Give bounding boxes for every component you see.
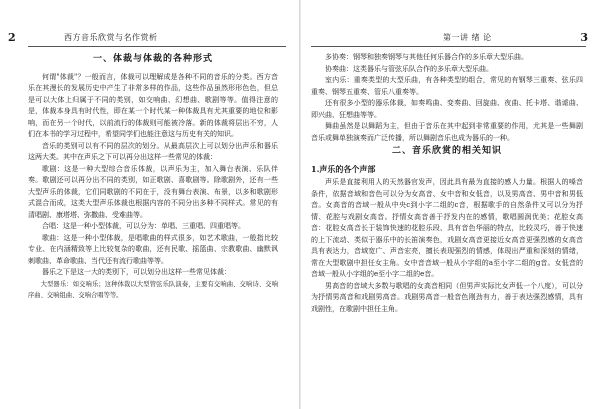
left-running-head	[8, 32, 282, 44]
right-running-title: 第一讲 绪 论	[443, 33, 492, 42]
right-paragraph: 室内乐：重奏类型的大型乐曲，有各种类型的组合，常见的有钢琴三重奏、弦乐四重奏、钢琴五重奏、管乐八重奏等。	[311, 76, 583, 96]
right-section-title: 二、音乐欣赏的相关知识	[391, 146, 502, 156]
right-paragraph: 还有很多小型的器乐体裁，如奏鸣曲、变奏曲、回旋曲、夜曲、托卡塔、谐谑曲、即兴曲、狂想曲等等。	[311, 99, 583, 119]
left-text-block	[28, 52, 278, 301]
left-running-title: 西方音乐欣赏与名作赏析	[64, 33, 158, 42]
right-paragraph: 舞曲虽然是以舞蹈为主，但由于音乐在其中起到非常重要的作用，尤其是一些舞剧音乐或舞单独演奏而广泛传播，所以舞剧音乐也成为器乐的一种。	[311, 122, 583, 142]
left-paragraph: 器乐之下是这一大的类别下，可以划分出这样一些常见体裁：	[42, 268, 231, 276]
right-paragraph: 男高音的音域大多数与歌唱的女高音相同（但男声实际比女声低一个八度），可以分为抒情男高音和戏剧男高音。戏剧男高音一般音色刚劲有力，善于表达强烈感情，具有戏剧性，在歌剧中担任主角。	[311, 281, 583, 313]
right-page-number: 3	[580, 31, 588, 44]
left-section-title: 一、体裁与体裁的各种形式	[92, 54, 213, 64]
right-text-block	[311, 52, 583, 315]
right-paragraph: 协奏曲：这类器乐与管弦乐队合作的多乐章大型乐曲。	[325, 64, 493, 73]
right-page	[301, 0, 600, 409]
left-paragraph: 歌曲：这是一种小型体裁，是唱歌曲的样式很多，如艺术歌曲，一般指比较专业、在内涵精致等上比较复杂的歌曲，还有民歌、摇篮曲、宗教歌曲、幽默讽刺歌曲、革命歌曲、当代还有流行歌曲等等。	[28, 233, 278, 265]
left-paragraph: 何谓"体裁"？一般而言，体裁可以理解成是各种不同的音乐的分类。西方音乐在其漫长的发展历史中产生了非常多样的作品，这些作品虽然形形色色，但总是可以大体上归属于不同的类别，如交响曲、幻想曲、歌剧等等。值得注意的是，体裁本身具有时代性，即在某一个时代某一种体裁具有尤其重要的地位和影响，而在另一个时代，以前流行的体裁则可能被冷落。新的体裁将层出不穷，人们在本书的学习过程中，希望同学们也能注意这与历史有关的知识。	[28, 72, 278, 138]
left-paragraph: 合唱：这是一种小型体裁，可以分为：单唱、三重唱、四重唱等。	[42, 222, 245, 230]
right-paragraph: 声乐是直接利用人的天然器官发声，因此具有最为直接的感人力量。根据人的嗓音条件，依据音域和音色可以分为女高音、女中音和女低音，以及男高音、男中音和男低音。女高音的音域一般从中央c到小字二组的c音，根据歌手的自然条件又可以分为抒情、花腔与戏剧女高音。抒情女高音善于抒发内在的感情，歌唱圆润优美；花腔女高音：花腔女高音长于装饰快速的花腔乐段、具有音色华丽的特点，比较灵巧，善于快速的上下流动、类似于器乐中的长笛演奏色，戏剧女高音更接近女高音更强烈感的女高音具有表达力，音域宽广、声音宏亮，擅长表现强烈的情感，体现出严重和深刻的情绪，常在大型歌剧中担任女主角。女中音音域一般从小字组的a至小字二组的g音。女低音的音域一般从小字组的e至小字二组的e音。	[311, 178, 583, 278]
left-paragraph: 大型器乐：如交响乐；这种体裁以大型管弦乐队演奏，主要有交响曲、交响诗、交响序曲、交响组曲、交响合唱等等。	[28, 280, 278, 299]
left-paragraph: 歌剧：这是一种大型综合音乐体裁，以声乐为主，加入舞台表演、乐队伴奏。歌剧还可以再分出不同的类别，如正歌剧、喜歌剧等。除歌剧外，还有一些大型声乐的体裁，它们同歌剧的不同在于，没有舞台表演、布景，以多和歌剧形式混合而成，这类大型声乐体裁也根据内容的不同分出多种不同样式。常见的有清唱剧、康塔塔、弥撒曲、受难曲等。	[28, 164, 278, 219]
left-page-number: 2	[8, 31, 16, 44]
right-running-head	[311, 32, 588, 44]
right-subsection-title: 1.声乐的各个声部	[311, 163, 376, 174]
left-header-rule	[28, 46, 286, 47]
right-header-rule	[311, 46, 586, 47]
left-paragraph: 音乐的类别可以有不同的层次的划分。从最高层次上可以划分出声乐和器乐这两大类。其中在声乐之下可以再分出这样一些常见的体裁：	[28, 141, 278, 161]
right-paragraph: 多协奏：钢琴和独奏钢琴与其他任何乐器合作的多乐章大型乐曲。	[325, 53, 528, 61]
